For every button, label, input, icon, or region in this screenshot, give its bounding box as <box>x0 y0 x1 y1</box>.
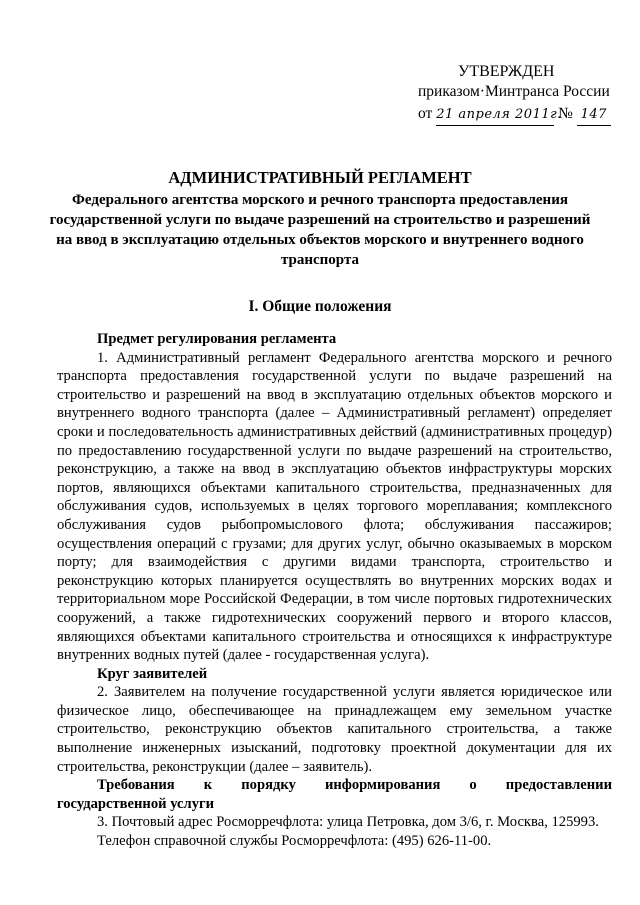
section-title: I. Общие положения <box>248 298 392 315</box>
approval-title: УТВЕРЖДЕН <box>458 63 555 80</box>
section-content <box>57 330 612 851</box>
number-sign: № <box>558 105 573 122</box>
date-field <box>436 104 562 126</box>
document-heading <box>40 168 600 270</box>
subheading-subject: Предмет регулирования регламента <box>97 331 337 347</box>
paragraph-2: 2. Заявителем на получение государственной услуги является юридическое или физическое лицо, обеспечивающее на принадлежащем ему земельном участке строительство, реконструкцию объектов капитального строительства, а также выполнение инженерных изысканий, подготовку проектной документации для их строительства, реконструкции (далее – заявитель). <box>57 684 612 775</box>
handwritten-number: 147 <box>580 107 607 122</box>
document-subtitle: Федерального агентства морского и речного транспорта предоставления государственной услуги по выдаче разрешений на строительство и разрешений на ввод в эксплуатацию отдельных объектов морского и внутреннего водного транспорта <box>49 192 591 268</box>
paragraph-1: 1. Административный регламент Федерального агентства морского и речного транспорта предоставления государственной услуги по выдаче разрешений на строительство и разрешений на ввод в эксплуатацию отдельных объектов морского и внутреннего водного транспорта (далее – Административный регламент) определяет сроки и последовательность административных действий (административных процедур) по предоставлению государственной услуги по выдаче разрешений на строительство, реконструкцию, а также на ввод в эксплуатацию объектов инфраструктуры морских портов, являющихся объектами капитального строительства, предназначенных для обслуживания судов, используемых в целях торгового мореплавания; комплексного обслуживания судов рыбопромыслового флота; обслуживания пассажиров; осуществления операций с грузами; для других услуг, обычно оказываемых в морском порту; для взаимодействия с другими видами транспорта, строительство и реконструкцию которых планируется осуществлять во внутренних морских водах и территориальном море Российской Федерации, в том числе портовых гидротехнических сооружений, а также гидротехнических сооружений первого и второго классов, являющихся объектами капитального строительства и относящихся к инфраструктуре внутренних водных путей (далее - государственная услуга). <box>57 349 612 664</box>
approval-date-line <box>418 102 618 126</box>
handwritten-date: 21 апреля 2011г. <box>436 107 562 122</box>
document-title: АДМИНИСТРАТИВНЫЙ РЕГЛАМЕНТ <box>168 168 472 187</box>
subheading-applicants: Круг заявителей <box>97 665 208 682</box>
phone-line: Телефон справочной службы Росморречфлота: (495) 626-11-00. <box>97 833 492 850</box>
subheading-requirements: Требования к порядку информирования о предоставлении <box>97 777 612 794</box>
approval-order: приказом·Минтранса России <box>418 83 610 100</box>
paragraph-3: 3. Почтовый адрес Росморречфлота: улица Петровка, дом 3/6, г. Москва, 125993. <box>97 814 599 831</box>
date-prefix: от <box>418 105 433 122</box>
approval-block <box>418 62 618 126</box>
subheading-requirements-cont: государственной услуги <box>57 795 215 812</box>
number-field <box>577 104 611 126</box>
